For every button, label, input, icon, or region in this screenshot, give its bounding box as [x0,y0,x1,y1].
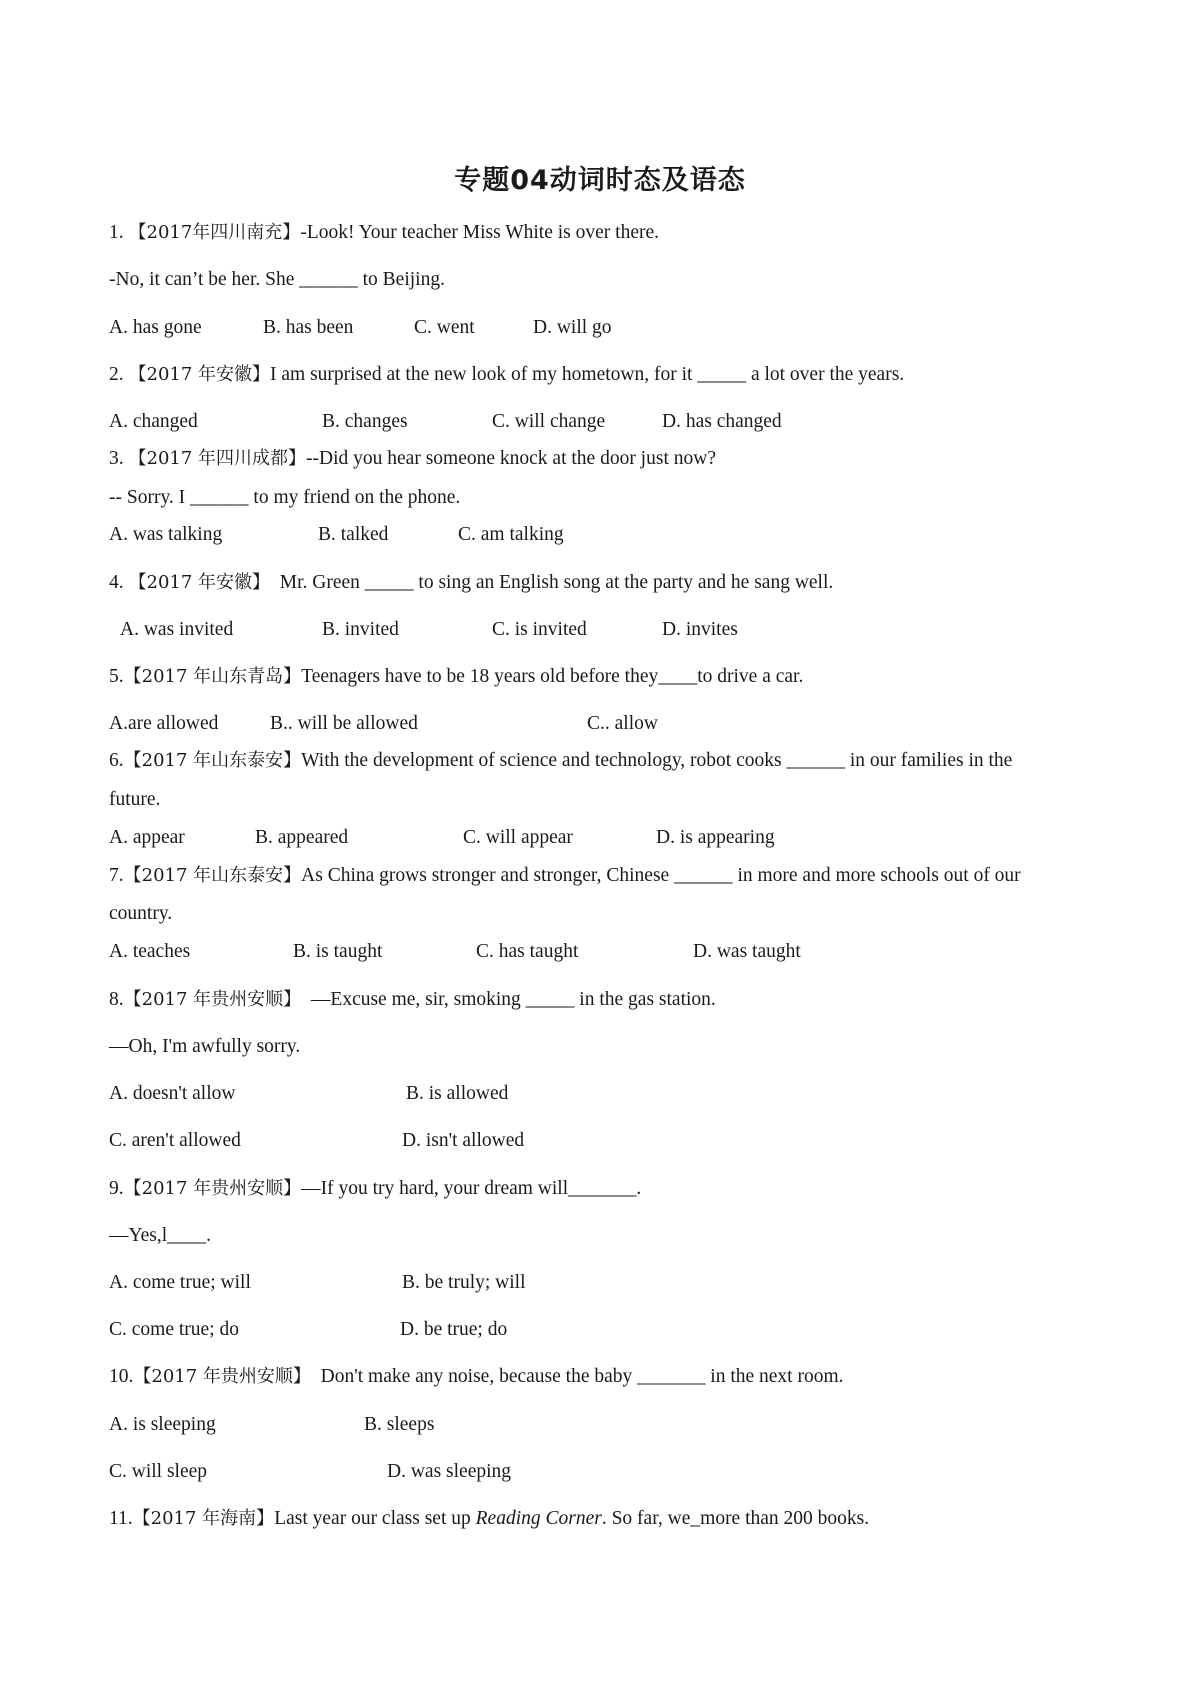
question-2-option-a: A. changed [109,411,198,432]
question-4-option-a: A. was invited [120,619,234,640]
question-2-option-b: B. changes [322,411,408,432]
question-7-option-b: B. is taught [293,941,383,962]
question-5-stem: 5.【2017 年山东青岛】Teenagers have to be 18 years old before they____to drive a car. [109,666,804,687]
question-9-option-b: B. be truly; will [402,1272,526,1293]
question-9-option-d: D. be true; do [400,1319,508,1340]
question-7-option-c: C. has taught [476,941,579,962]
page-title: 专题04动词时态及语态 [454,165,746,196]
question-1-stem-2: -No, it can’t be her. She ______ to Beijing. [109,269,445,290]
question-10-option-d: D. was sleeping [387,1461,512,1482]
question-1-option-c: C. went [414,317,475,338]
question-11-stem: 11.【2017 年海南】Last year our class set up Reading Corner. So far, we_more than 200 books. [109,1508,870,1529]
question-3-option-c: C. am talking [458,524,564,545]
question-source: 【2017 年贵州安顺】 [133,1366,311,1387]
question-6-option-b: B. appeared [255,827,349,848]
question-8-option-d: D. isn't allowed [402,1130,525,1151]
question-source: 【2017 年山东泰安】 [123,750,302,771]
question-6-stem: 6.【2017 年山东泰安】With the development of science and technology, robot cooks ______ in our families in the [109,750,1013,771]
question-5-option-c: C.. allow [587,713,658,734]
question-6-stem-2: future. [109,789,161,810]
question-source: 【2017 年贵州安顺】 [123,989,302,1010]
question-6-option-a: A. appear [109,827,185,848]
question-8-stem-2: —Oh, I'm awfully sorry. [109,1036,301,1057]
question-8-option-c: C. aren't allowed [109,1130,241,1151]
question-source: 【2017 年山东泰安】 [123,865,302,886]
question-4-option-d: D. invites [662,619,738,640]
question-10-option-c: C. will sleep [109,1461,208,1482]
question-6-option-d: D. is appearing [656,827,775,848]
question-3-option-b: B. talked [318,524,389,545]
question-source: 【2017 年四川成都】 [128,448,307,469]
question-7-stem: 7.【2017 年山东泰安】As China grows stronger and stronger, Chinese ______ in more and more schools out of our [109,865,1021,886]
question-10-stem: 10.【2017 年贵州安顺】 Don't make any noise, because the baby _______ in the next room. [109,1366,844,1387]
question-9-stem: 9.【2017 年贵州安顺】—If you try hard, your dream will_______. [109,1178,642,1199]
question-3-stem: 3. 【2017 年四川成都】--Did you hear someone knock at the door just now? [109,448,716,469]
question-source: 【2017 年海南】 [132,1508,275,1529]
question-8-stem: 8.【2017 年贵州安顺】 —Excuse me, sir, smoking _____ in the gas station. [109,989,716,1010]
question-9-stem-2: —Yes,l____. [109,1225,212,1246]
question-2-option-c: C. will change [492,411,606,432]
question-6-option-c: C. will appear [463,827,573,848]
question-1-option-a: A. has gone [109,317,202,338]
question-8-option-a: A. doesn't allow [109,1083,236,1104]
question-source: 【2017 年安徽】 [128,572,271,593]
question-7-stem-2: country. [109,903,173,924]
question-4-option-c: C. is invited [492,619,587,640]
question-10-option-a: A. is sleeping [109,1414,216,1435]
question-source: 【2017年四川南充】 [128,222,301,243]
question-7-option-a: A. teaches [109,941,191,962]
question-1-option-b: B. has been [263,317,354,338]
question-2-stem: 2. 【2017 年安徽】I am surprised at the new look of my hometown, for it _____ a lot over the years. [109,364,905,385]
question-source: 【2017 年山东青岛】 [123,666,302,687]
question-5-option-a: A.are allowed [109,713,219,734]
question-9-option-c: C. come true; do [109,1319,239,1340]
question-10-option-b: B. sleeps [364,1414,435,1435]
question-8-option-b: B. is allowed [406,1083,509,1104]
question-4-stem: 4. 【2017 年安徽】 Mr. Green _____ to sing an English song at the party and he sang well. [109,572,834,593]
question-1-stem: 1. 【2017年四川南充】-Look! Your teacher Miss White is over there. [109,222,659,243]
question-1-option-d: D. will go [533,317,612,338]
question-source: 【2017 年安徽】 [128,364,271,385]
question-3-stem-2: -- Sorry. I ______ to my friend on the phone. [109,487,461,508]
question-5-option-b: B.. will be allowed [270,713,418,734]
question-source: 【2017 年贵州安顺】 [123,1178,302,1199]
question-3-option-a: A. was talking [109,524,223,545]
question-4-option-b: B. invited [322,619,399,640]
question-2-option-d: D. has changed [662,411,782,432]
question-9-option-a: A. come true; will [109,1272,251,1293]
question-7-option-d: D. was taught [693,941,801,962]
